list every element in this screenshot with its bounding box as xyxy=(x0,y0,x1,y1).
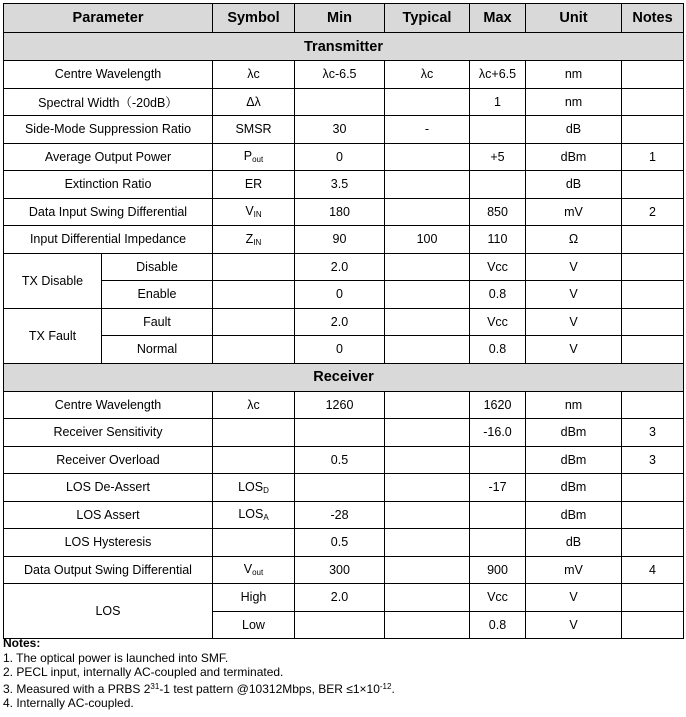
param-cell: Average Output Power xyxy=(4,143,213,171)
table-row xyxy=(4,116,684,144)
header-notes: Notes xyxy=(622,4,684,33)
section-row-receiver xyxy=(4,363,684,391)
unit-cell: V xyxy=(526,253,622,281)
table-row xyxy=(4,171,684,199)
unit-cell: dB xyxy=(526,116,622,144)
note-cell xyxy=(622,584,684,612)
max-cell xyxy=(470,446,526,474)
note-cell xyxy=(622,226,684,254)
symbol-cell: Δλ xyxy=(213,88,295,116)
typ-cell xyxy=(385,336,470,364)
typ-cell xyxy=(385,419,470,447)
table-row xyxy=(4,584,684,612)
note-cell xyxy=(622,61,684,89)
note-cell xyxy=(622,391,684,419)
param-cell: Input Differential Impedance xyxy=(4,226,213,254)
symbol-cell: SMSR xyxy=(213,116,295,144)
notes-section xyxy=(3,636,395,711)
table-row xyxy=(4,61,684,89)
min-cell: λc-6.5 xyxy=(295,61,385,89)
unit-cell: dBm xyxy=(526,474,622,502)
max-cell: 900 xyxy=(470,556,526,584)
symbol-cell: ER xyxy=(213,171,295,199)
table-row xyxy=(4,143,684,171)
note-cell xyxy=(622,501,684,529)
param-cell: Receiver Sensitivity xyxy=(4,419,213,447)
table-row xyxy=(4,474,684,502)
max-cell xyxy=(470,116,526,144)
header-min: Min xyxy=(295,4,385,33)
note-2: 2. PECL input, internally AC-coupled and terminated. xyxy=(3,665,284,679)
table-row xyxy=(4,308,684,336)
typ-cell xyxy=(385,474,470,502)
symbol-cell xyxy=(213,556,295,584)
symbol-cell xyxy=(213,281,295,309)
header-max: Max xyxy=(470,4,526,33)
unit-cell: V xyxy=(526,336,622,364)
unit-cell: V xyxy=(526,611,622,639)
max-cell: 850 xyxy=(470,198,526,226)
table-row xyxy=(4,281,684,309)
condition-cell: Low xyxy=(213,611,295,639)
symbol-cell xyxy=(213,529,295,557)
note-cell xyxy=(622,308,684,336)
min-cell xyxy=(295,88,385,116)
param-cell: LOS De-Assert xyxy=(4,474,213,502)
max-cell: -16.0 xyxy=(470,419,526,447)
unit-cell: mV xyxy=(526,556,622,584)
symbol-main: V xyxy=(245,204,254,219)
max-cell: 0.8 xyxy=(470,336,526,364)
max-cell: -17 xyxy=(470,474,526,502)
typ-cell: 100 xyxy=(385,226,470,254)
min-cell: 0.5 xyxy=(295,529,385,557)
note-cell xyxy=(622,611,684,639)
spec-table xyxy=(3,3,684,639)
note-cell xyxy=(622,336,684,364)
min-cell: 180 xyxy=(295,198,385,226)
min-cell: 0.5 xyxy=(295,446,385,474)
max-cell: +5 xyxy=(470,143,526,171)
min-cell: 2.0 xyxy=(295,308,385,336)
unit-cell: Ω xyxy=(526,226,622,254)
max-cell: 1620 xyxy=(470,391,526,419)
max-cell: 1 xyxy=(470,88,526,116)
min-cell: 300 xyxy=(295,556,385,584)
param-cell: Data Input Swing Differential xyxy=(4,198,213,226)
table-row xyxy=(4,391,684,419)
unit-cell: nm xyxy=(526,88,622,116)
param-group-cell: LOS xyxy=(4,584,213,639)
param-cell: LOS Hysteresis xyxy=(4,529,213,557)
note-cell: 2 xyxy=(622,198,684,226)
typ-cell xyxy=(385,556,470,584)
condition-cell: Normal xyxy=(102,336,213,364)
typ-cell xyxy=(385,501,470,529)
table-row xyxy=(4,529,684,557)
header-symbol: Symbol xyxy=(213,4,295,33)
typ-cell xyxy=(385,529,470,557)
min-cell: 0 xyxy=(295,143,385,171)
min-cell: 2.0 xyxy=(295,253,385,281)
unit-cell: mV xyxy=(526,198,622,226)
symbol-subscript: A xyxy=(263,513,269,523)
symbol-cell xyxy=(213,501,295,529)
note-cell xyxy=(622,281,684,309)
note-3-text-b: -1 test pattern @10312Mbps, BER ≤1×10 xyxy=(159,681,380,696)
unit-cell: dBm xyxy=(526,143,622,171)
typ-cell xyxy=(385,198,470,226)
min-cell: -28 xyxy=(295,501,385,529)
table-row xyxy=(4,198,684,226)
header-row xyxy=(4,4,684,33)
header-unit: Unit xyxy=(526,4,622,33)
min-cell xyxy=(295,474,385,502)
note-4: 4. Internally AC-coupled. xyxy=(3,696,134,710)
symbol-cell xyxy=(213,143,295,171)
max-cell xyxy=(470,171,526,199)
min-cell: 0 xyxy=(295,281,385,309)
symbol-subscript: IN xyxy=(253,237,262,247)
typ-cell xyxy=(385,308,470,336)
table-row xyxy=(4,336,684,364)
symbol-cell: λc xyxy=(213,391,295,419)
section-title-receiver: Receiver xyxy=(4,363,684,391)
typ-cell xyxy=(385,281,470,309)
min-cell xyxy=(295,419,385,447)
typ-cell: - xyxy=(385,116,470,144)
symbol-cell xyxy=(213,474,295,502)
unit-cell: dBm xyxy=(526,419,622,447)
param-group-cell: TX Disable xyxy=(4,253,102,308)
unit-cell: V xyxy=(526,308,622,336)
table-row xyxy=(4,226,684,254)
symbol-subscript: D xyxy=(263,485,269,495)
typ-cell xyxy=(385,446,470,474)
max-cell: Vcc xyxy=(470,584,526,612)
table-row xyxy=(4,446,684,474)
table-row xyxy=(4,419,684,447)
min-cell: 0 xyxy=(295,336,385,364)
note-1: 1. The optical power is launched into SMF. xyxy=(3,650,229,665)
max-cell: 0.8 xyxy=(470,611,526,639)
param-cell: Receiver Overload xyxy=(4,446,213,474)
min-cell: 2.0 xyxy=(295,584,385,612)
condition-cell: Enable xyxy=(102,281,213,309)
symbol-cell xyxy=(213,253,295,281)
param-group-cell: TX Fault xyxy=(4,308,102,363)
table-row xyxy=(4,88,684,116)
note-cell: 3 xyxy=(622,446,684,474)
unit-cell: dB xyxy=(526,171,622,199)
min-cell xyxy=(295,611,385,639)
unit-cell: dBm xyxy=(526,446,622,474)
note-cell: 3 xyxy=(622,419,684,447)
note-3-text-c: . xyxy=(391,681,395,696)
symbol-main: Z xyxy=(245,231,254,246)
note-cell: 1 xyxy=(622,143,684,171)
note-cell: 4 xyxy=(622,556,684,584)
unit-cell: V xyxy=(526,281,622,309)
note-cell xyxy=(622,116,684,144)
section-row-transmitter xyxy=(4,33,684,61)
max-cell: Vcc xyxy=(470,308,526,336)
symbol-cell xyxy=(213,336,295,364)
symbol-main: LOS xyxy=(238,479,264,494)
typ-cell xyxy=(385,171,470,199)
condition-cell: Fault xyxy=(102,308,213,336)
note-3 xyxy=(3,680,395,697)
typ-cell xyxy=(385,88,470,116)
param-cell: Spectral Width（-20dB） xyxy=(4,88,213,116)
unit-cell: dB xyxy=(526,529,622,557)
typ-cell: λc xyxy=(385,61,470,89)
unit-cell: dBm xyxy=(526,501,622,529)
note-cell xyxy=(622,171,684,199)
symbol-main: LOS xyxy=(238,507,264,522)
unit-cell: V xyxy=(526,584,622,612)
note-3-exponent-2: -12 xyxy=(379,681,392,691)
condition-cell: High xyxy=(213,584,295,612)
condition-cell: Disable xyxy=(102,253,213,281)
typ-cell xyxy=(385,611,470,639)
max-cell xyxy=(470,529,526,557)
unit-cell: nm xyxy=(526,391,622,419)
header-parameter: Parameter xyxy=(4,4,213,33)
min-cell: 90 xyxy=(295,226,385,254)
max-cell: λc+6.5 xyxy=(470,61,526,89)
typ-cell xyxy=(385,253,470,281)
param-cell: LOS Assert xyxy=(4,501,213,529)
symbol-subscript: IN xyxy=(253,210,262,220)
table-row xyxy=(4,253,684,281)
note-cell xyxy=(622,88,684,116)
max-cell xyxy=(470,501,526,529)
symbol-subscript: out xyxy=(252,568,264,578)
note-3-exponent-1: 31 xyxy=(150,681,160,691)
note-cell xyxy=(622,529,684,557)
param-cell: Side-Mode Suppression Ratio xyxy=(4,116,213,144)
param-cell: Centre Wavelength xyxy=(4,61,213,89)
note-cell xyxy=(622,253,684,281)
symbol-cell xyxy=(213,446,295,474)
symbol-cell xyxy=(213,226,295,254)
typ-cell xyxy=(385,143,470,171)
param-cell: Data Output Swing Differential xyxy=(4,556,213,584)
typ-cell xyxy=(385,584,470,612)
unit-cell: nm xyxy=(526,61,622,89)
notes-title: Notes: xyxy=(3,636,41,650)
symbol-cell xyxy=(213,198,295,226)
param-cell: Extinction Ratio xyxy=(4,171,213,199)
symbol-cell xyxy=(213,419,295,447)
note-3-text-a: 3. Measured with a PRBS 2 xyxy=(3,681,151,696)
typ-cell xyxy=(385,391,470,419)
header-typical: Typical xyxy=(385,4,470,33)
symbol-main: P xyxy=(243,149,253,164)
min-cell: 30 xyxy=(295,116,385,144)
section-title-transmitter: Transmitter xyxy=(4,33,684,61)
param-cell: Centre Wavelength xyxy=(4,391,213,419)
min-cell: 3.5 xyxy=(295,171,385,199)
max-cell: Vcc xyxy=(470,253,526,281)
table-row xyxy=(4,501,684,529)
symbol-cell xyxy=(213,308,295,336)
max-cell: 110 xyxy=(470,226,526,254)
symbol-subscript: out xyxy=(252,155,264,165)
min-cell: 1260 xyxy=(295,391,385,419)
symbol-cell: λc xyxy=(213,61,295,89)
note-cell xyxy=(622,474,684,502)
symbol-main: V xyxy=(243,562,253,577)
table-row xyxy=(4,556,684,584)
max-cell: 0.8 xyxy=(470,281,526,309)
